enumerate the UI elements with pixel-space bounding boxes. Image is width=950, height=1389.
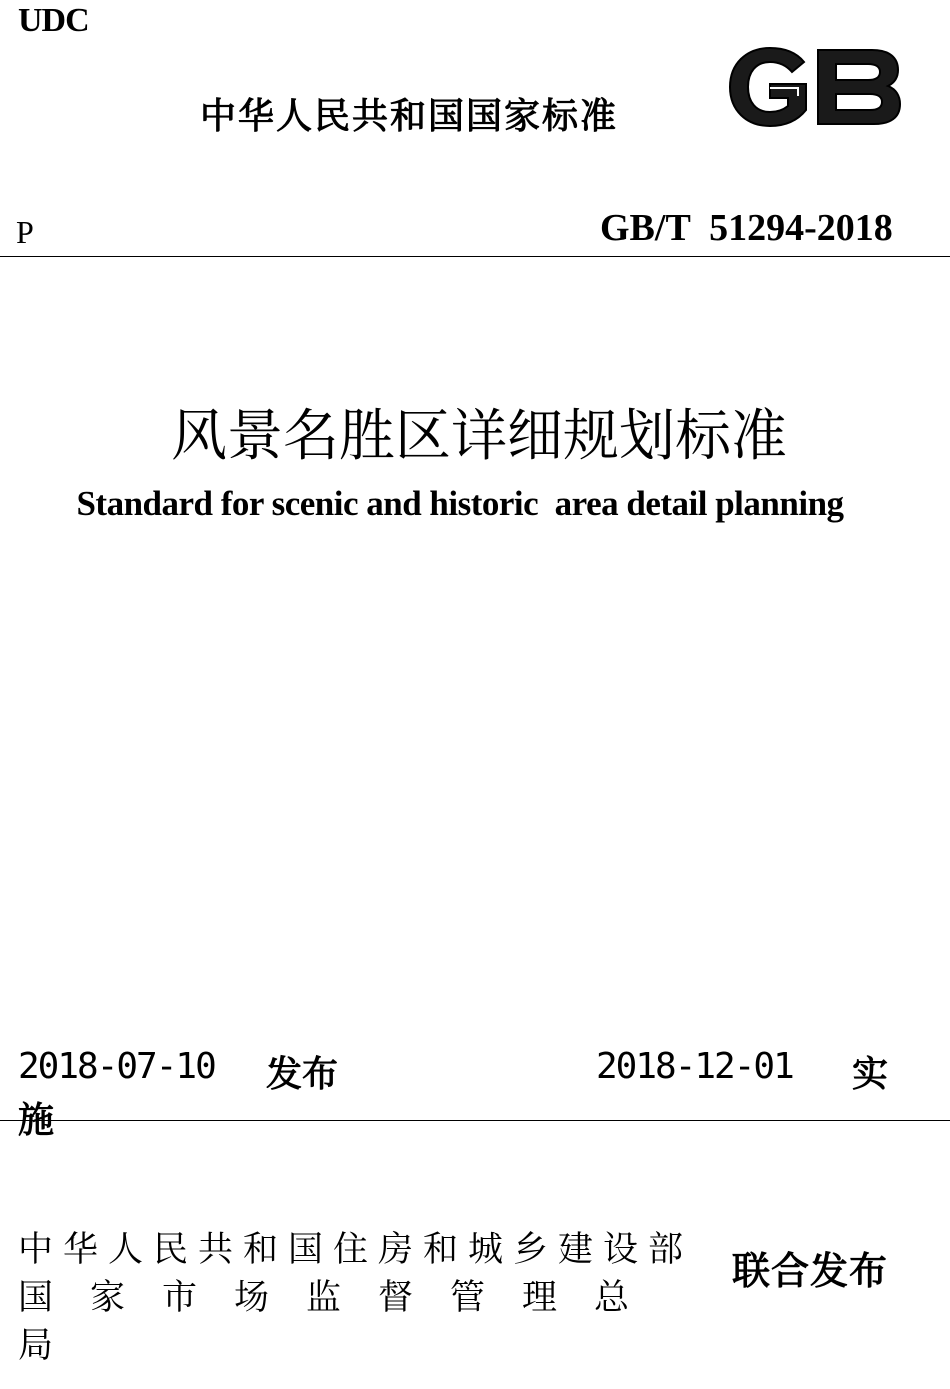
standard-number: GB/T 51294-2018 <box>600 207 893 249</box>
publish-date: 2018-07-10 <box>18 1046 215 1087</box>
title-english: Standard for scenic and historic area detail planning <box>76 484 844 523</box>
issuer-line-3: 局 <box>18 1326 64 1366</box>
header-divider <box>0 256 950 257</box>
publish-label: 发布 <box>266 1054 339 1095</box>
issuer-line-2: 国家市场监督管理总 <box>18 1278 667 1318</box>
gb-logo <box>726 44 902 130</box>
footer-divider <box>0 1120 950 1121</box>
issuer-line-1: 中华人民共和国住房和城乡建设部 <box>18 1230 694 1270</box>
udc-label: UDC <box>18 2 89 39</box>
joint-issue-label: 联合发布 <box>732 1249 889 1293</box>
classification-code: P <box>16 214 34 250</box>
effective-label-part2: 施 <box>18 1100 55 1141</box>
title-chinese: 风景名胜区详细规划标准 <box>171 404 787 469</box>
effective-label-part1: 实 <box>852 1054 889 1095</box>
effective-date: 2018-12-01 <box>596 1046 793 1087</box>
national-standard-heading: 中华人民共和国国家标准 <box>200 96 619 137</box>
